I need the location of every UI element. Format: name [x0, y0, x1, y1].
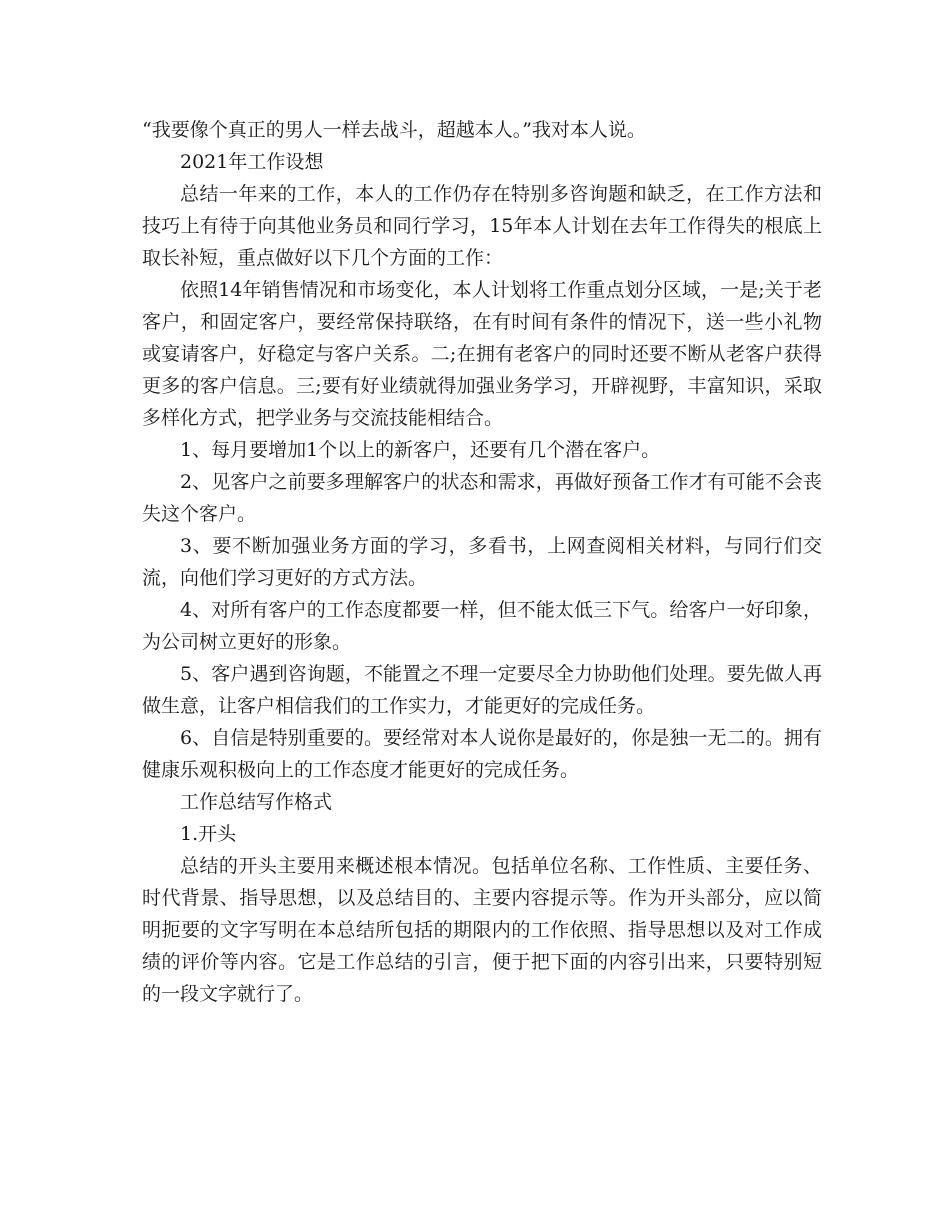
list-item-6: 6、自信是特别重要的。要经常对本人说你是最好的，你是独一无二的。拥有健康乐观积极向上的工作态度才能更好的完成任务。 [142, 727, 822, 781]
subheading-opening: 1.开头 [180, 823, 237, 845]
paragraph-summary: 总结一年来的工作，本人的工作仍存在特别多咨询题和缺乏，在工作方法和技巧上有待于向其他业务员和同行学习，15年本人计划在去年工作得失的根底上取长补短，重点做好以下几个方面的工作： [142, 183, 822, 269]
paragraph-opening: 总结的开头主要用来概述根本情况。包括单位名称、工作性质、主要任务、时代背景、指导思想，以及总结目的、主要内容提示等。作为开头部分，应以简明扼要的文字写明在本总结所包括的期限内的工作依照、指导思想以及对工作成绩的评价等内容。它是工作总结的引言，便于把下面的内容引出来，只要特别短的一段文字就行了。 [142, 855, 822, 1005]
section-heading-format: 工作总结写作格式 [180, 791, 333, 813]
list-item-3: 3、要不断加强业务方面的学习，多看书，上网查阅相关材料，与同行们交流，向他们学习更好的方式方法。 [142, 535, 822, 589]
paragraph-sales-plan: 依照14年销售情况和市场变化，本人计划将工作重点划分区域，一是;关于老客户，和固定客户，要经常保持联络，在有时间有条件的情况下，送一些小礼物或宴请客户，好稳定与客户关系。二;在拥有老客户的同时还要不断从老客户获得更多的客户信息。三;要有好业绩就得加强业务学习，开辟视野，丰富知识，采取多样化方式，把学业务与交流技能相结合。 [142, 279, 822, 429]
list-item-1: 1、每月要增加1个以上的新客户，还要有几个潜在客户。 [180, 439, 661, 461]
document-body [142, 114, 822, 1010]
section-heading-2021-plan: 2021年工作设想 [180, 151, 324, 173]
list-item-2: 2、见客户之前要多理解客户的状态和需求，再做好预备工作才有可能不会丧失这个客户。 [142, 471, 822, 525]
paragraph-quote: “我要像个真正的男人一样去战斗，超越本人。”我对本人说。 [142, 119, 646, 141]
list-item-4: 4、对所有客户的工作态度都要一样，但不能太低三下气。给客户一好印象，为公司树立更好的形象。 [142, 599, 822, 653]
list-item-5: 5、客户遇到咨询题，不能置之不理一定要尽全力协助他们处理。要先做人再做生意，让客户相信我们的工作实力，才能更好的完成任务。 [142, 663, 822, 717]
